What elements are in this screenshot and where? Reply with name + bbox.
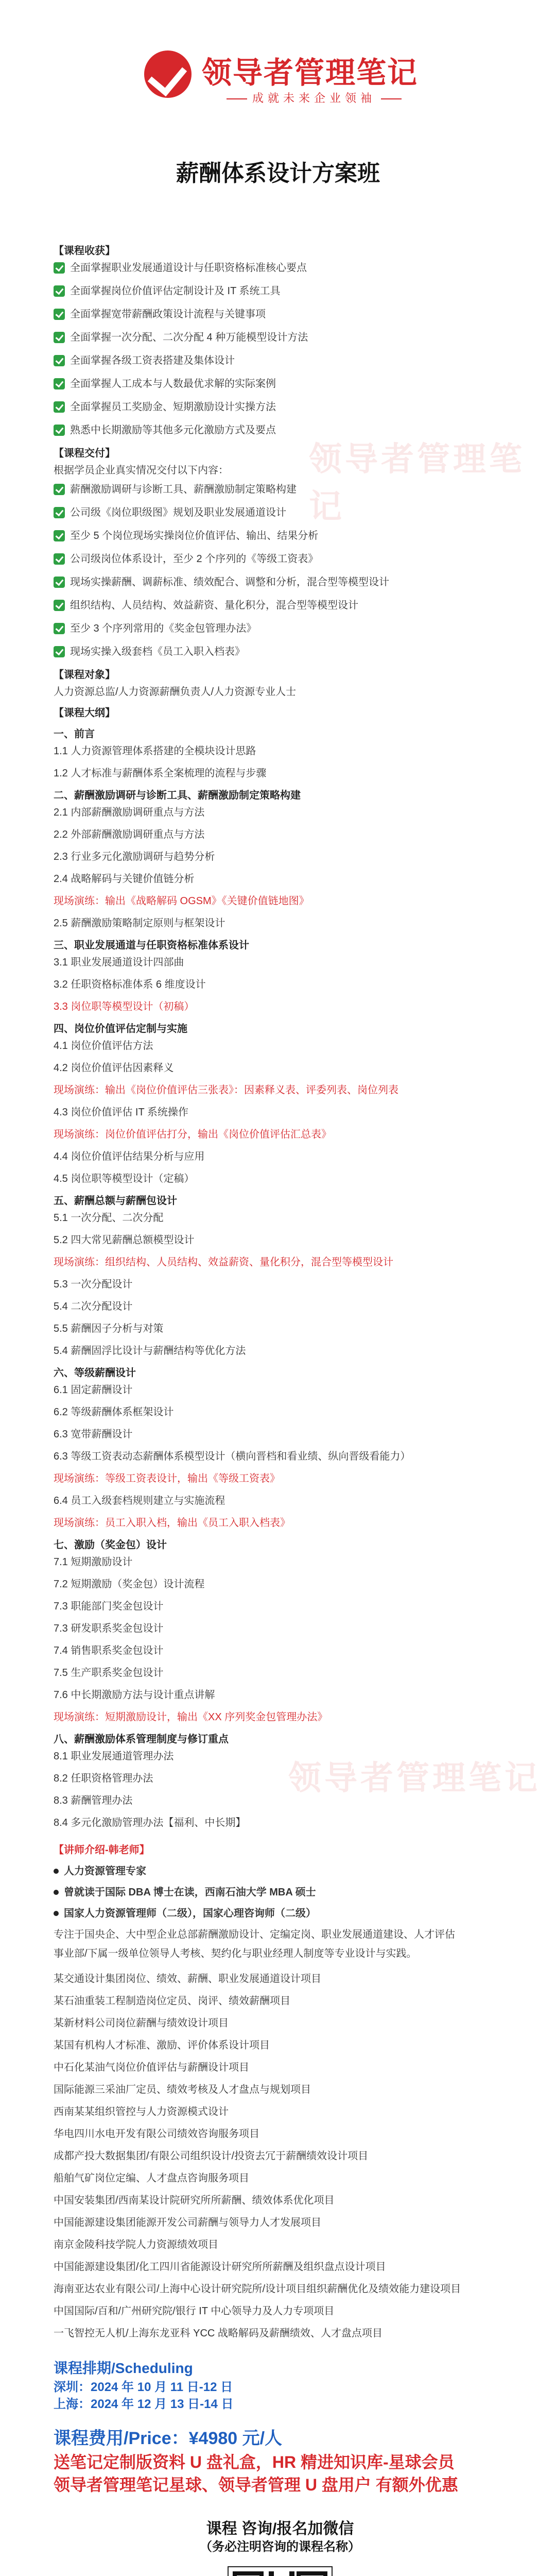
audience-heading: 【课程对象】: [54, 669, 115, 681]
outline-item: 5.2 四大常见薪酬总额模型设计: [54, 1234, 195, 1246]
fee-note: 送笔记定制版资料 U 盘礼盒，HR 精进知识库-星球会员: [54, 2453, 455, 2471]
project-item: 某石油重装工程制造岗位定员、岗评、绩效薪酬项目: [54, 1995, 290, 2007]
green-check-icon: [54, 600, 65, 611]
project-item: 船舶气矿岗位定编、人才盘点咨询服务项目: [54, 2173, 249, 2184]
lecturer-bio-line: 事业部/下属一级单位领导人考核、契约化与职业经理人制度等专业设计与实践。: [54, 1948, 417, 1959]
outline-exercise: 现场演练：输出《岗位价值评估三张表》：因素释义表、评委列表、岗位列表: [54, 1084, 398, 1096]
schedule-line: 深圳：2024 年 10 月 11 日-12 日: [54, 2380, 233, 2394]
check-item: [54, 354, 507, 368]
check-item-label: 全面掌握岗位价值评估定制设计及 IT 系统工具: [70, 285, 281, 297]
green-check-icon: [54, 332, 65, 343]
schedule-heading: 课程排期/Scheduling: [54, 2360, 193, 2376]
outline-exercise: 现场演练：短期激励设计，输出《XX 序列奖金包管理办法》: [54, 1711, 328, 1723]
project-item: 海南亚达农业有限公司/上海中心设计研究院所/设计项目组织薪酬优化及绩效能力建设项目: [54, 2283, 461, 2295]
page-title: 薪酬体系设计方案班: [176, 161, 380, 186]
outline-item: 4.4 岗位价值评估结果分析与应用: [54, 1151, 205, 1162]
outline-item: 4.2 岗位价值评估因素释义: [54, 1062, 174, 1074]
outline-item: 2.3 行业多元化激励调研与趋势分析: [54, 851, 215, 862]
outline-chapter: 三、职业发展通道与任职资格标准体系设计: [54, 940, 249, 951]
green-check-icon: [54, 484, 65, 495]
benefits-heading: 【课程收获】: [54, 245, 115, 257]
check-item: [54, 506, 507, 520]
outline-item: 2.1 内部薪酬激励调研重点与方法: [54, 807, 205, 818]
project-item: 中石化某油气岗位价值评估与薪酬设计项目: [54, 2062, 249, 2073]
green-check-icon: [54, 401, 65, 413]
check-item: [54, 645, 507, 659]
check-item-label: 全面掌握人工成本与人数最优求解的实际案例: [70, 378, 276, 389]
schedule-list: [54, 2380, 507, 2411]
check-item: [54, 284, 507, 298]
deliver-intro: 根据学员企业真实情况交付以下内容：: [54, 465, 229, 476]
outline-item: 4.1 岗位价值评估方法: [54, 1040, 153, 1052]
project-item: 国际能源三采油厂定员、绩效考核及人才盘点与规划项目: [54, 2084, 311, 2095]
check-item-label: 熟悉中长期激励等其他多元化激励方式及要点: [70, 425, 276, 436]
outline-item: 8.4 多元化激励管理办法【福利、中长期】: [54, 1817, 246, 1828]
green-check-icon: [54, 623, 65, 634]
lecturer-point-text: 曾就读于国际 DBA 博士在读，西南石油大学 MBA 硕士: [64, 1887, 316, 1898]
lecturer-point: [54, 1886, 507, 1900]
outline-item: 6.3 宽带薪酬设计: [54, 1429, 133, 1440]
outline-item: 7.1 短期激励设计: [54, 1556, 133, 1568]
check-item: [54, 529, 507, 543]
outline-item: 6.3 等级工资表动态薪酬体系模型设计（横向晋档和看业绩、纵向晋级看能力）: [54, 1451, 411, 1462]
deliver-list: [54, 483, 507, 659]
benefits-list: [54, 261, 507, 437]
bullet-icon: [54, 1869, 59, 1874]
check-item-label: 全面掌握职业发展通道设计与任职资格标准核心要点: [70, 262, 307, 274]
check-item: [54, 575, 507, 589]
outline-item: 8.1 职业发展通道管理办法: [54, 1751, 174, 1762]
outline-heading: 【课程大纲】: [54, 707, 115, 719]
logo-title: 领导者管理笔记: [202, 56, 419, 90]
content: [54, 237, 507, 2576]
outline-item: 2.2 外部薪酬激励调研重点与方法: [54, 829, 205, 840]
outline-item: 7.3 职能部门奖金包设计: [54, 1601, 164, 1612]
outline-chapter: 四、岗位价值评估定制与实施: [54, 1023, 187, 1035]
check-item: [54, 261, 507, 275]
project-item: 中国能源建设集团能源开发公司薪酬与领导力人才发展项目: [54, 2217, 321, 2228]
project-item: 某交通设计集团岗位、绩效、薪酬、职业发展通道设计项目: [54, 1973, 321, 1985]
header-logo: [0, 40, 556, 117]
lecturer-points: [54, 1865, 507, 1921]
green-check-icon: [54, 285, 65, 297]
project-item: 中国能源建设集团/化工四川省能源设计研究所所薪酬及组织盘点设计项目: [54, 2261, 386, 2273]
qr-module: [269, 2571, 274, 2576]
check-item: [54, 483, 507, 497]
fee-note: 领导者管理笔记星球、领导者管理 U 盘用户 有额外优惠: [54, 2476, 458, 2494]
green-check-icon: [54, 577, 65, 588]
lecturer-point-text: 人力资源管理专家: [64, 1866, 146, 1877]
outline-item: 2.5 薪酬激励策略制定原则与框架设计: [54, 918, 225, 929]
project-item: 某国有机构人才标准、激励、评价体系设计项目: [54, 2040, 270, 2051]
check-item-label: 薪酬激励调研与诊断工具、薪酬激励制定策略构建: [70, 484, 297, 495]
lecturer-point: [54, 1907, 507, 1921]
contact-heading: 课程 咨询/报名加微信: [206, 2520, 354, 2537]
deliver-heading: 【课程交付】: [54, 448, 115, 459]
outline-exercise: 现场演练：组织结构、人员结构、效益薪资、量化积分，混合型等模型设计: [54, 1257, 393, 1268]
watermark: 领导者管理笔记: [288, 1759, 541, 1797]
outline-item: 7.3 研发职系奖金包设计: [54, 1623, 164, 1634]
check-item: [54, 599, 507, 613]
bullet-icon: [54, 1890, 59, 1895]
lecturer-point-text: 国家人力资源管理师（二级），国家心理咨询师（二级）: [64, 1908, 316, 1919]
check-item: [54, 308, 507, 321]
bullet-icon: [54, 1911, 59, 1916]
outline-item: 5.4 二次分配设计: [54, 1301, 133, 1312]
lecturer-heading: 【讲师介绍-韩老师】: [54, 1844, 150, 1856]
outline-item: 5.5 薪酬因子分析与对策: [54, 1323, 164, 1334]
outline-item: 1.2 人才标准与薪酬体系全案梳理的流程与步骤: [54, 768, 267, 779]
check-item-label: 公司级《岗位职级图》规划及职业发展通道设计: [70, 507, 286, 518]
green-check-icon: [54, 309, 65, 320]
project-item: 中国国际/百和/广州研究院/银行 IT 中心领导力及人力专项项目: [54, 2306, 335, 2317]
outline-item: 5.3 一次分配设计: [54, 1279, 133, 1290]
check-circle-icon: [144, 50, 192, 98]
project-item: 某新材料公司岗位薪酬与绩效设计项目: [54, 2018, 229, 2029]
check-item-label: 至少 3 个序列常用的《奖金包管理办法》: [70, 623, 257, 634]
outline-item: 7.5 生产职系奖金包设计: [54, 1667, 164, 1679]
outline-item: 4.3 岗位价值评估 IT 系统操作: [54, 1107, 188, 1118]
check-item: [54, 331, 507, 345]
outline-item: 7.2 短期激励（奖金包）设计流程: [54, 1579, 205, 1590]
green-check-icon: [54, 646, 65, 657]
outline-chapter: 六、等级薪酬设计: [54, 1367, 136, 1379]
outline-item: 3.1 职业发展通道设计四部曲: [54, 957, 184, 968]
outline-list: [54, 727, 507, 1830]
outline-item: 6.1 固定薪酬设计: [54, 1384, 133, 1396]
price: 课程费用/Price：¥4980 元/人: [54, 2429, 283, 2448]
outline-item: 8.3 薪酬管理办法: [54, 1795, 133, 1806]
outline-item: 1.1 人力资源管理体系搭建的全模块设计思路: [54, 745, 256, 757]
outline-item: 4.5 岗位职等模型设计（定稿）: [54, 1173, 195, 1184]
watermark: 领导者管理笔记: [309, 440, 525, 525]
project-item: 南京金陵科技学院人力资源绩效项目: [54, 2239, 218, 2250]
outline-chapter: 一、前言: [54, 728, 95, 740]
outline-item: 6.2 等级薪酬体系框架设计: [54, 1406, 174, 1418]
check-item-label: 现场实操薪酬、调薪标准、绩效配合、调整和分析，混合型等模型设计: [70, 577, 389, 588]
outline-item: 7.6 中长期激励方法与设计重点讲解: [54, 1689, 215, 1701]
outline-item: 7.4 销售职系奖金包设计: [54, 1645, 164, 1656]
check-item: [54, 622, 507, 636]
fee-notes: [54, 2451, 507, 2496]
audience-text: 人力资源总监/人力资源薪酬负责人/人力资源专业人士: [54, 686, 297, 698]
outline-item: 8.2 任职资格管理办法: [54, 1773, 153, 1784]
lecturer-bio: [54, 1928, 507, 1961]
project-item: 华电四川水电开发有限公司绩效咨询服务项目: [54, 2128, 259, 2140]
project-item: 一飞智控无人机/上海东龙亚科 YCC 战略解码及薪酬绩效、人才盘点项目: [54, 2328, 383, 2339]
check-item-label: 公司级岗位体系设计，至少 2 个序列的《等级工资表》: [70, 553, 319, 565]
check-item-label: 现场实操入级套档《员工入职入档表》: [70, 646, 245, 657]
green-check-icon: [54, 507, 65, 518]
outline-exercise: 现场演练：等级工资表设计，输出《等级工资表》: [54, 1473, 280, 1484]
check-item-label: 组织结构、人员结构、效益薪资、量化积分，混合型等模型设计: [70, 600, 358, 611]
contact-subtitle: （务必注明咨询的课程名称）: [200, 2540, 360, 2554]
schedule-line: 上海：2024 年 12 月 13 日-14 日: [54, 2397, 234, 2411]
green-check-icon: [54, 378, 65, 389]
outline-item: 3.2 任职资格标准体系 6 维度设计: [54, 979, 206, 990]
check-item-label: 全面掌握各级工资表搭建及集体设计: [70, 355, 235, 366]
check-item-label: 全面掌握宽带薪酬政策设计流程与关键事项: [70, 309, 266, 320]
check-item: [54, 377, 507, 391]
outline-chapter: 八、薪酬激励体系管理制度与修订重点: [54, 1734, 229, 1745]
outline-chapter: 二、薪酬激励调研与诊断工具、薪酬激励制定策略构建: [54, 790, 301, 801]
check-item-label: 全面掌握一次分配、二次分配 4 种万能模型设计方法: [70, 332, 308, 343]
lecturer-point: [54, 1865, 507, 1878]
lecturer-bio-line: 专注于国央企、大中型企业总部薪酬激励设计、定编定岗、职业发展通道建设、人才评估: [54, 1929, 455, 1940]
check-item: [54, 400, 507, 414]
project-list: [54, 1972, 507, 2341]
green-check-icon: [54, 553, 65, 565]
outline-item: 2.4 战略解码与关键价值链分析: [54, 873, 195, 885]
green-check-icon: [54, 425, 65, 436]
outline-exercise: 现场演练：员工入职入档，输出《员工入职入档表》: [54, 1517, 290, 1529]
wechat-qr-code: [228, 2566, 333, 2576]
project-item: 西南某某组织管控与人力资源模式设计: [54, 2106, 229, 2117]
project-item: 中国安装集团/西南某设计院研究所所薪酬、绩效体系优化项目: [54, 2195, 335, 2206]
outline-chapter: 七、激励（奖金包）设计: [54, 1539, 167, 1551]
logo-subtitle: 成就未来企业领袖: [221, 90, 407, 106]
outline-item: 5.4 薪酬固浮比设计与薪酬结构等优化方法: [54, 1345, 246, 1357]
qr-module: [289, 2571, 294, 2576]
outline-exercise: 3.3 岗位职等模型设计（初稿）: [54, 1001, 195, 1012]
outline-exercise: 现场演练：岗位价值评估打分，输出《岗位价值评估汇总表》: [54, 1129, 332, 1140]
green-check-icon: [54, 355, 65, 366]
check-item-label: 全面掌握员工奖励金、短期激励设计实操方法: [70, 401, 276, 413]
green-check-icon: [54, 262, 65, 274]
green-check-icon: [54, 530, 65, 541]
project-item: 成都产投大数据集团/有限公司组织设计/投资去冗于薪酬绩效设计项目: [54, 2150, 369, 2162]
outline-chapter: 五、薪酬总额与薪酬包设计: [54, 1195, 177, 1207]
check-item: [54, 552, 507, 566]
check-item: [54, 423, 507, 437]
check-item-label: 至少 5 个岗位现场实操岗位价值评估、输出、结果分析: [70, 530, 319, 541]
outline-item: 5.1 一次分配、二次分配: [54, 1212, 164, 1224]
outline-exercise: 现场演练：输出《战略解码 OGSM》《关键价值链地图》: [54, 895, 309, 907]
outline-item: 6.4 员工入级套档规则建立与实施流程: [54, 1495, 225, 1506]
